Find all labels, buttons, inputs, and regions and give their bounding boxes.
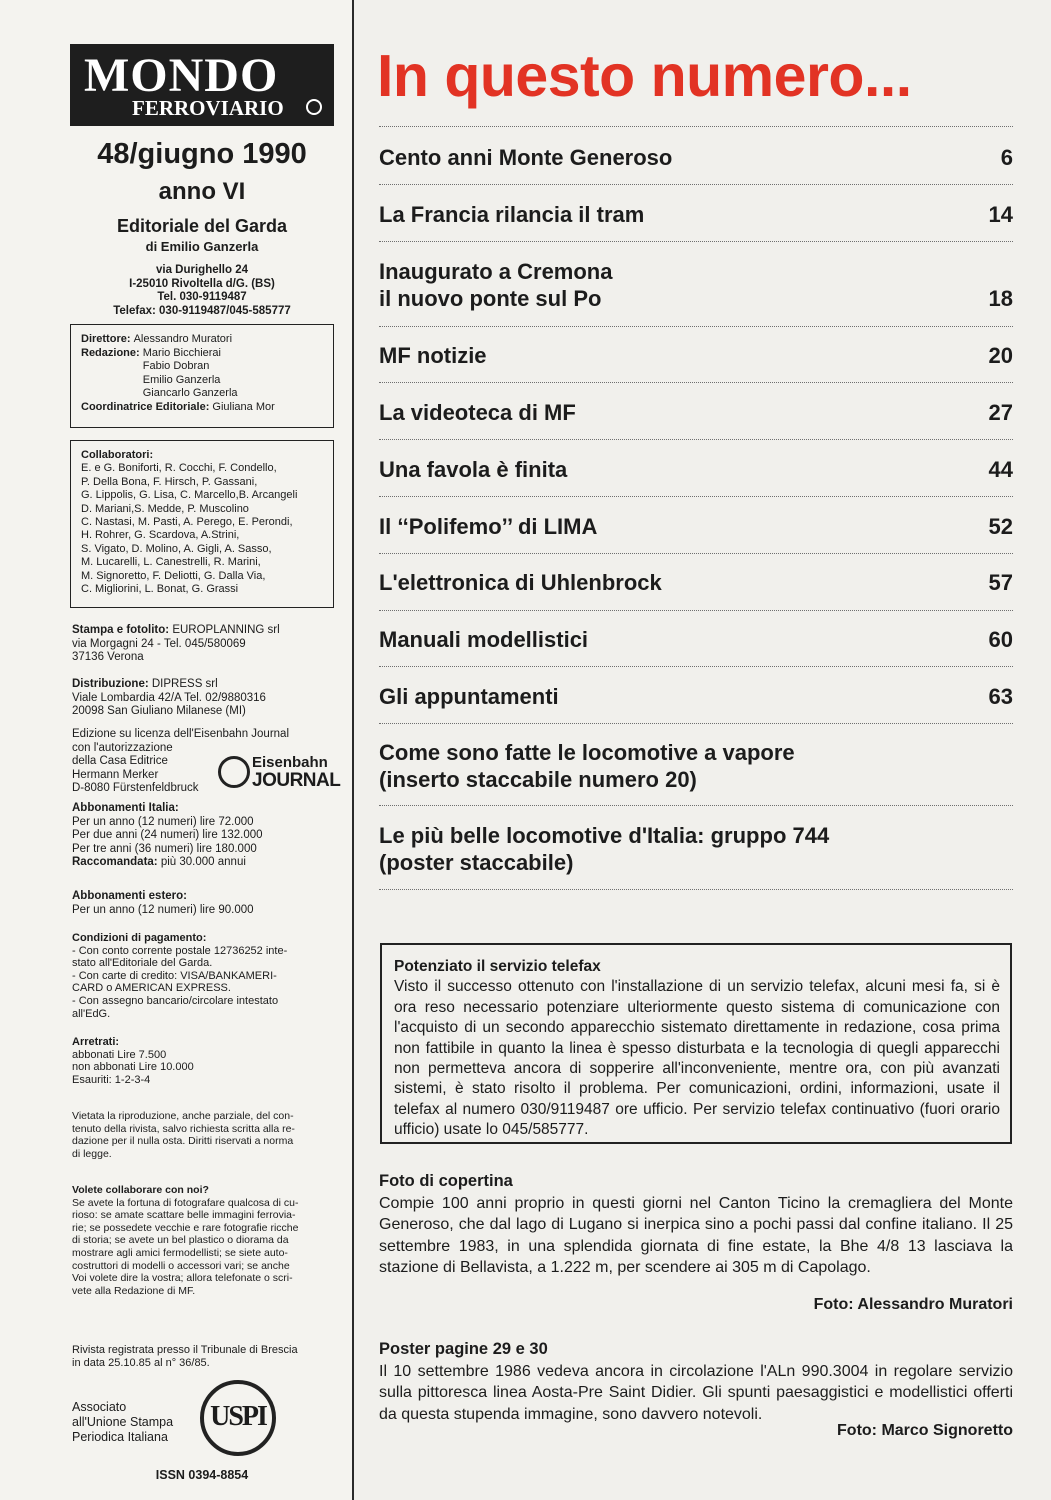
cover-caption-text: Compie 100 anni proprio in questi giorni nel Canton Ticino la cremagliera del Monte Generoso, che dal lago di Lugano si inerpica sino a pochi passi dal confine italiano. Il 25 settembre 1983, in una splendida giornata di fine estate, la Bhe 4/8 13 lasciava la stazione di Bellavista, a 1.222 m, per scendere ai 305 m di Capolago. (379, 1194, 1013, 1276)
toc-title: L'elettronica di Uhlenbrock (379, 570, 662, 595)
logo-mondo: MONDO (84, 49, 279, 102)
toc-page: 44 (988, 457, 1013, 482)
toc-title (379, 739, 795, 793)
toc-title: Gli appuntamenti (379, 684, 559, 709)
contributors-line: S. Vigato, D. Molino, A. Gigli, A. Sasso, (81, 542, 272, 555)
cover-photo-caption (379, 1171, 1013, 1279)
collaborate-line: Voi volete dire la vostra; allora telefonate o scri- (72, 1272, 293, 1285)
stampa-line: via Morgagni 24 - Tel. 045/580069 (72, 637, 246, 650)
toc-page: 27 (988, 400, 1013, 425)
redazione-name: Fabio Dobran (142, 360, 210, 372)
toc-title-line: Inaugurato a Cremona (379, 259, 613, 284)
payment-line: - Con assegno bancario/circolare intestato (72, 994, 279, 1007)
wheel-icon (306, 99, 322, 115)
association-line: Associato (72, 1400, 127, 1414)
toc-entry[interactable] (379, 683, 1013, 724)
coordinatrice-label: Coordinatrice Editoriale: (81, 400, 210, 413)
editorial-staff-box (70, 324, 334, 428)
toc-title (379, 258, 612, 312)
toc-entry[interactable] (379, 626, 1013, 667)
ej-logo-line2: JOURNAL (252, 770, 341, 791)
publisher-owner: di Emilio Ganzerla (145, 239, 259, 254)
collaboratori-label: Collaboratori: (81, 449, 154, 461)
contributors-line: M. Signoretto, F. Deliotti, G. Dalla Via, (81, 569, 266, 582)
poster-caption-title: Poster pagine 29 e 30 (379, 1340, 548, 1358)
back-issue-line: abbonati Lire 7.500 (72, 1048, 167, 1061)
raccomandata-value: più 30.000 annui (160, 856, 246, 868)
contributors-line: H. Rohrer, G. Scardova, A.Strini, (81, 529, 240, 542)
toc-title: Manuali modellistici (379, 627, 589, 652)
rights-notice (72, 1110, 342, 1160)
association-notice (72, 1400, 202, 1445)
stampa-value: EUROPLANNING srl (172, 624, 280, 636)
toc-entry[interactable] (379, 399, 1013, 440)
wheel-icon (218, 756, 250, 788)
masthead-sidebar (0, 0, 354, 1500)
license-line: Hermann Merker (72, 768, 159, 781)
toc-entry[interactable] (379, 201, 1013, 242)
toc-title (379, 822, 829, 876)
stampa-label: Stampa e fotolito: (72, 624, 170, 636)
raccomandata-label: Raccomandata: (72, 856, 158, 868)
toc-title-line: Le più belle locomotive d'Italia: gruppo 744 (379, 823, 830, 848)
toc-title: Una favola è finita (379, 457, 568, 482)
logo-ferroviario: FERROVIARIO (132, 96, 284, 120)
back-issue-line: Esauriti: 1-2-3-4 (72, 1073, 151, 1086)
contributors-line: M. Lucarelli, L. Canestrelli, R. Marini, (81, 556, 261, 569)
issn-number: ISSN 0394-8854 (155, 1468, 249, 1482)
contributors-line: E. e G. Boniforti, R. Cocchi, F. Condello, (81, 462, 277, 475)
collaborate-line: costruttori di modelli o accessori vari; se anche (72, 1259, 290, 1272)
toc-entry[interactable] (379, 144, 1013, 185)
address-line: Telefax: 030-9119487/045-585777 (113, 304, 291, 317)
payment-line: all'EdG. (72, 1007, 111, 1020)
rights-line: di legge. (72, 1147, 112, 1160)
uspi-logo: USPI (200, 1380, 276, 1456)
toc-title: Il ‘‘Polifemo’’ di LIMA (379, 514, 598, 539)
telefax-title: Potenziato il servizio telefax (394, 958, 601, 975)
registration-line: Rivista registrata presso il Tribunale di Brescia (72, 1344, 298, 1356)
toc-title-line: Come sono fatte le locomotive a vapore (379, 740, 795, 765)
contributors-line: C. Nastasi, M. Pasti, A. Perego, E. Perondi, (81, 516, 293, 529)
poster-caption (379, 1339, 1013, 1425)
contributors-box (70, 440, 334, 608)
stampa-line: 37136 Verona (72, 651, 144, 663)
license-line: D-8080 Fürstenfeldbruck (72, 782, 199, 794)
address-line: I-25010 Rivoltella d/G. (BS) (129, 277, 275, 290)
collaborate-line: rie; se possedete vecchie e rare fotografie ricche (72, 1221, 299, 1234)
redazione-name: Emilio Ganzerla (142, 373, 221, 386)
address-line: Tel. 030-9119487 (157, 291, 247, 303)
poster-caption-text: Il 10 settembre 1986 vedeva ancora in circolazione l'ALn 990.3004 in regolare servizio sulla pittoresca linea Aosta-Pre Saint Didier. Gli spunti paesaggistici e modellistici offerti da questa stupenda immagine, sono davvero notevoli. (379, 1362, 1013, 1423)
registration-notice (72, 1344, 342, 1369)
association-line: all'Unione Stampa (72, 1415, 174, 1429)
contributors-line: G. Lippolis, G. Lisa, C. Marcello,B. Arcangeli (81, 489, 298, 502)
payment-line: - Con carte di credito: VISA/BANKAMERI- (72, 969, 277, 982)
distribution-info (72, 678, 342, 719)
rights-line: dazione per il nulla osta. Diritti riservati a norma (72, 1135, 294, 1148)
address-line: via Durighello 24 (155, 264, 249, 276)
toc-entry[interactable] (379, 569, 1013, 611)
toc-entry[interactable] (379, 456, 1013, 497)
subscriptions-italy (72, 802, 342, 870)
collaborare-label: Volete collaborare con noi? (72, 1184, 209, 1196)
payment-conditions (72, 932, 342, 1020)
toc-page: 52 (988, 514, 1013, 539)
toc-title-line: il nuovo ponte sul Po (379, 286, 602, 311)
redazione-label: Redazione: (81, 346, 140, 359)
license-line: Edizione su licenza dell'Eisenbahn Journal (72, 728, 290, 740)
contributors-line: P. Della Bona, F. Hirsch, P. Gassani, (81, 475, 258, 488)
collaborate-line: di storia; se avete un bel plastico o diorama da (72, 1234, 289, 1247)
toc-entry[interactable] (379, 513, 1013, 554)
toc-title-line: (inserto staccabile numero 20) (379, 767, 697, 792)
abbonamenti-estero-label: Abbonamenti estero: (72, 890, 188, 902)
abbonamenti-italia-label: Abbonamenti Italia: (72, 802, 179, 814)
distribuzione-label: Distribuzione: (72, 678, 149, 690)
issue-year: anno VI (158, 178, 246, 205)
collaborate-line: Se avete la fortuna di fotografare qualcosa di cu- (72, 1196, 299, 1209)
subscription-line: Per due anni (24 numeri) lire 132.000 (72, 829, 263, 841)
arretrati-label: Arretrati: (72, 1036, 120, 1048)
toc-page: 14 (988, 202, 1013, 227)
redazione-name: Giancarlo Ganzerla (142, 387, 238, 399)
coordinatrice-name: Giuliana Mor (212, 400, 275, 413)
rights-line: tenuto della rivista, salvo richiesta scritta alla re- (72, 1122, 295, 1135)
subscription-line: Per tre anni (36 numeri) lire 180.000 (72, 842, 257, 855)
direttore-label: Direttore: (81, 333, 131, 345)
toc-entry[interactable] (379, 342, 1013, 383)
registration-line: in data 25.10.85 al n° 36/85. (72, 1356, 210, 1369)
eisenbahn-journal-logo (218, 754, 341, 794)
toc-title: La videoteca di MF (379, 400, 576, 425)
direttore-name: Alessandro Muratori (133, 333, 233, 345)
back-issue-line: non abbonati Lire 10.000 (72, 1061, 194, 1074)
collaborate-line: mostrare agli amici fermodellisti; se siete auto- (72, 1246, 288, 1259)
cover-photo-credit: Foto: Alessandro Muratori (813, 1296, 1013, 1313)
payment-line: stato all'Editoriale del Garda. (72, 957, 213, 970)
rights-line: Vietata la riproduzione, anche parziale, del con- (72, 1110, 294, 1122)
toc-title: Cento anni Monte Generoso (379, 145, 673, 170)
toc-entry[interactable] (379, 258, 1013, 327)
poster-photo-credit: Foto: Marco Signoretto (837, 1422, 1013, 1439)
subscription-line: Per un anno (12 numeri) lire 90.000 (72, 903, 254, 916)
toc-page: 57 (988, 570, 1013, 595)
toc-title: La Francia rilancia il tram (379, 202, 645, 227)
toc-page: 18 (988, 286, 1013, 311)
toc-page: 63 (988, 684, 1013, 709)
license-line: della Casa Editrice (72, 755, 168, 767)
toc-title-line: (poster staccabile) (379, 850, 574, 875)
toc-page: 60 (988, 627, 1013, 652)
toc-page: 20 (988, 343, 1013, 368)
toc-entry[interactable] (379, 822, 1013, 890)
contributors-line: D. Mariani,S. Medde, P. Muscolino (81, 502, 249, 515)
subscription-line: Per un anno (12 numeri) lire 72.000 (72, 815, 254, 828)
redazione-name: Mario Bicchierai (142, 346, 221, 359)
page-title: In questo numero... (377, 43, 912, 109)
publisher-name: Editoriale del Garda (116, 216, 288, 236)
distribuzione-value: DIPRESS srl (151, 678, 218, 690)
telefax-text: Visto il successo ottenuto con l'installazione di un servizio telefax, alcuni mesi fa, si è ora reso necessario potenziare ulteriormente questo sistema di comunicazione con l'acquisto di un secondo apparecchio sistemato direttamente in redazione, cosa prima non fattibile in quanto la linea è spesso disturbata e la tecnologia di quegli apparecchi non permetteva ancora di sopperire all'inconveniente, mentre ora, con più avanzati sistemi, è stato risolto il problema. Per comunicazioni, ordini, informazioni, usate il telefax al numero 030/9119487 ore ufficio. Per servizio telefax continuativo (fuori orario ufficio) usate lo 045/585777. (394, 978, 1000, 1139)
toc-divider (379, 126, 1013, 127)
subscriptions-abroad (72, 890, 342, 917)
toc-entry[interactable] (379, 739, 1013, 806)
collaborate-line: vete alla Redazione di MF. (72, 1284, 196, 1297)
mondo-ferroviario-logo (70, 44, 334, 126)
collaborate-line: rioso: se amate scattare belle immagini ferrovia- (72, 1209, 296, 1222)
issue-number: 48/giugno 1990 (97, 138, 307, 170)
telefax-notice-box (380, 943, 1012, 1144)
license-line: con l'autorizzazione (72, 741, 173, 754)
toc-page: 6 (1000, 145, 1013, 170)
printer-info (72, 624, 342, 665)
distribuzione-line: 20098 San Giuliano Milanese (MI) (72, 705, 246, 717)
contributors-line: C. Migliorini, L. Bonat, G. Grassi (81, 583, 239, 596)
cover-caption-title: Foto di copertina (379, 1172, 513, 1190)
pagamento-label: Condizioni di pagamento: (72, 932, 207, 944)
ej-logo-line1: Eisenbahn (252, 754, 328, 771)
association-line: Periodica Italiana (72, 1430, 168, 1444)
payment-line: CARD o AMERICAN EXPRESS. (72, 982, 231, 995)
back-issues (72, 1036, 342, 1086)
toc-title: MF notizie (379, 343, 487, 368)
collaborate-notice (72, 1184, 342, 1297)
payment-line: - Con conto corrente postale 12736252 inte- (72, 944, 288, 957)
publisher-address (70, 264, 334, 318)
distribuzione-line: Viale Lombardia 42/A Tel. 02/9880316 (72, 691, 266, 704)
